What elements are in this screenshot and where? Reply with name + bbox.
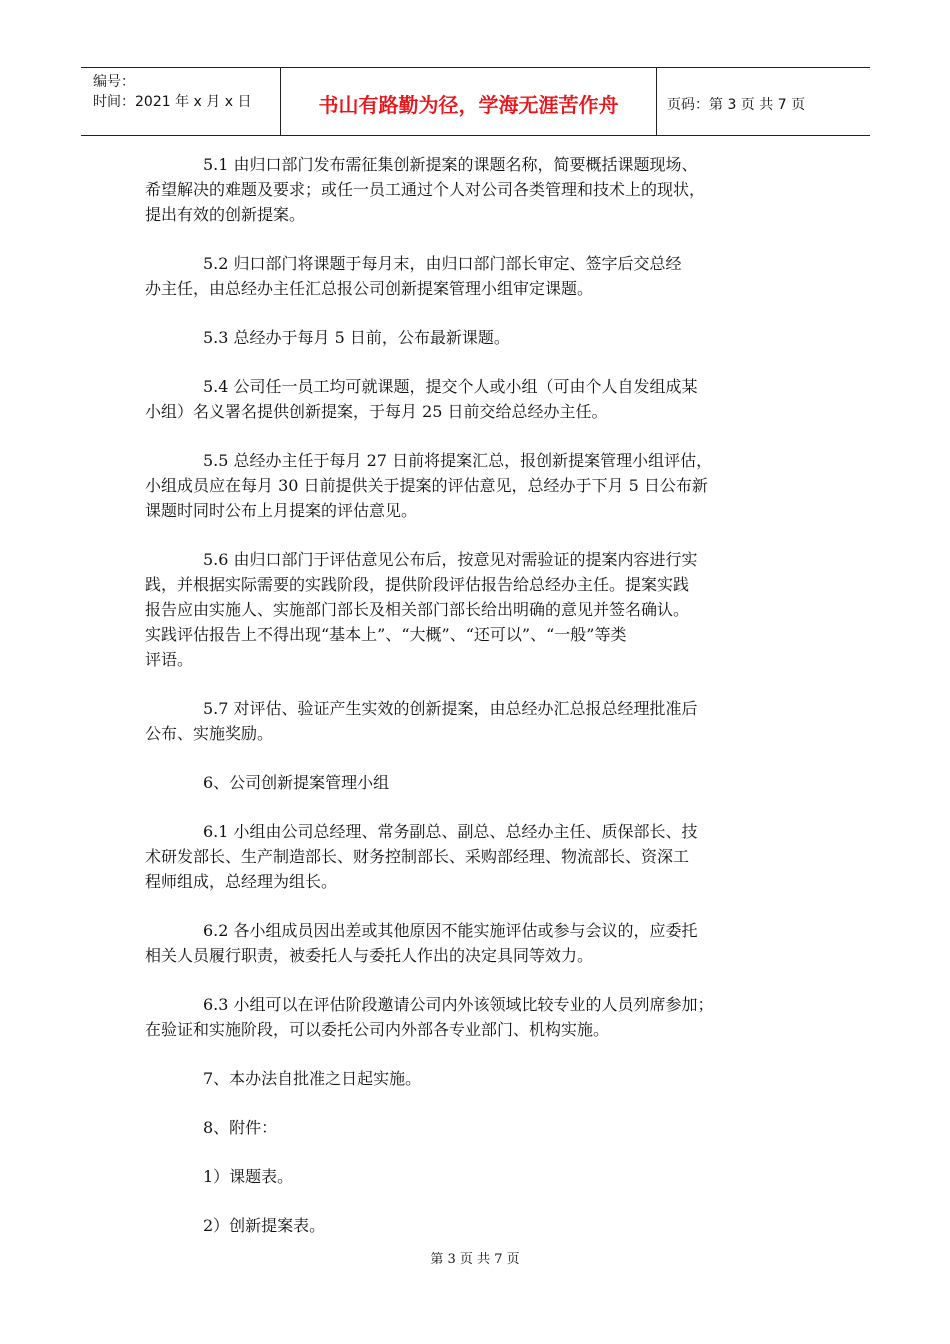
paragraph-line: 6.1 小组由公司总经理、常务副总、副总、总经办主任、质保部长、技: [203, 822, 698, 841]
page-header: [81, 67, 870, 136]
paragraph: [145, 448, 805, 523]
paragraph-line: 5.2 归口部门将课题于每月末，由归口部门部长审定、签字后交总经: [203, 254, 682, 273]
header-meta: [81, 68, 281, 135]
paragraph-line: 希望解决的难题及要求；或任一员工通过个人对公司各类管理和技术上的现状，: [145, 180, 706, 199]
paragraph: [145, 819, 805, 894]
document-body: [145, 152, 805, 1262]
paragraph-line: 评语。: [145, 650, 194, 669]
paragraph-line: 践，并根据实际需要的实践阶段，提供阶段评估报告给总经办主任。提案实践: [145, 575, 690, 594]
paragraph-line: 5.1 由归口部门发布需征集创新提案的课题名称，简要概括课题现场、: [203, 155, 698, 174]
doc-number-label: 编号：: [93, 74, 135, 90]
page-footer: 第 3 页 共 7 页: [430, 1252, 520, 1267]
paragraph-line: 5.5 总经办主任于每月 27 日前将提案汇总，报创新提案管理小组评估，: [203, 451, 713, 470]
paragraph-line: 提出有效的创新提案。: [145, 205, 306, 224]
paragraph: [145, 1066, 805, 1091]
paragraph: [145, 1164, 805, 1189]
paragraph: [145, 152, 805, 227]
paragraph-line: 实践评估报告上不得出现“基本上”、“大概”、“还可以”、“一般”等类: [145, 625, 627, 644]
paragraph-line: 办主任，由总经办主任汇总报公司创新提案管理小组审定课题。: [145, 279, 594, 298]
paragraph-line: 小组成员应在每月 30 日前提供关于提案的评估意见，总经办于下月 5 日公布新: [145, 476, 708, 495]
paragraph-line: 5.3 总经办于每月 5 日前，公布最新课题。: [203, 328, 510, 347]
paragraph: [145, 325, 805, 350]
paragraph: [145, 1115, 805, 1140]
paragraph: [145, 1213, 805, 1238]
paragraph-line: 6.2 各小组成员因出差或其他原因不能实施评估或参与会议的，应委托: [203, 921, 698, 940]
paragraph-line: 相关人员履行职责，被委托人与委托人作出的决定具同等效力。: [145, 946, 594, 965]
paragraph: [145, 770, 805, 795]
paragraph: [145, 251, 805, 301]
paragraph-line: 小组）名义署名提供创新提案，于每月 25 日前交给总经办主任。: [145, 402, 608, 421]
paragraph-line: 2）创新提案表。: [203, 1216, 326, 1235]
paragraph-line: 术研发部长、生产制造部长、财务控制部长、采购部经理、物流部长、资深工: [145, 847, 690, 866]
paragraph-line: 课题时同时公布上月提案的评估意见。: [145, 501, 418, 520]
paragraph-line: 5.6 由归口部门于评估意见公布后，按意见对需验证的提案内容进行实: [203, 550, 698, 569]
paragraph-line: 7、本办法自批准之日起实施。: [203, 1069, 422, 1088]
paragraph: [145, 374, 805, 424]
paragraph: [145, 547, 805, 672]
paragraph-line: 在验证和实施阶段，可以委托公司内外部各专业部门、机构实施。: [145, 1020, 610, 1039]
paragraph-line: 5.7 对评估、验证产生实效的创新提案，由总经办汇总报总经理批准后: [203, 699, 698, 718]
header-motto: 书山有路勤为径，学海无涯苦作舟: [281, 68, 657, 135]
paragraph-line: 8、附件：: [203, 1118, 278, 1137]
paragraph-line: 公布、实施奖励。: [145, 724, 274, 743]
paragraph-line: 6.3 小组可以在评估阶段邀请公司内外该领域比较专业的人员列席参加；: [203, 995, 714, 1014]
paragraph: [145, 992, 805, 1042]
time-label: 时间：2021 年 x 月 x 日: [93, 94, 252, 110]
paragraph-line: 6、公司创新提案管理小组: [203, 773, 390, 792]
paragraph: [145, 696, 805, 746]
paragraph-line: 程师组成，总经理为组长。: [145, 872, 338, 891]
paragraph-line: 5.4 公司任一员工均可就课题，提交个人或小组（可由个人自发组成某: [203, 377, 698, 396]
header-page-info: 页码：第 3 页 共 7 页: [667, 96, 806, 113]
paragraph-line: 1）课题表。: [203, 1167, 294, 1186]
paragraph-line: 报告应由实施人、实施部门部长及相关部门部长给出明确的意见并签名确认。: [145, 600, 690, 619]
paragraph: [145, 918, 805, 968]
